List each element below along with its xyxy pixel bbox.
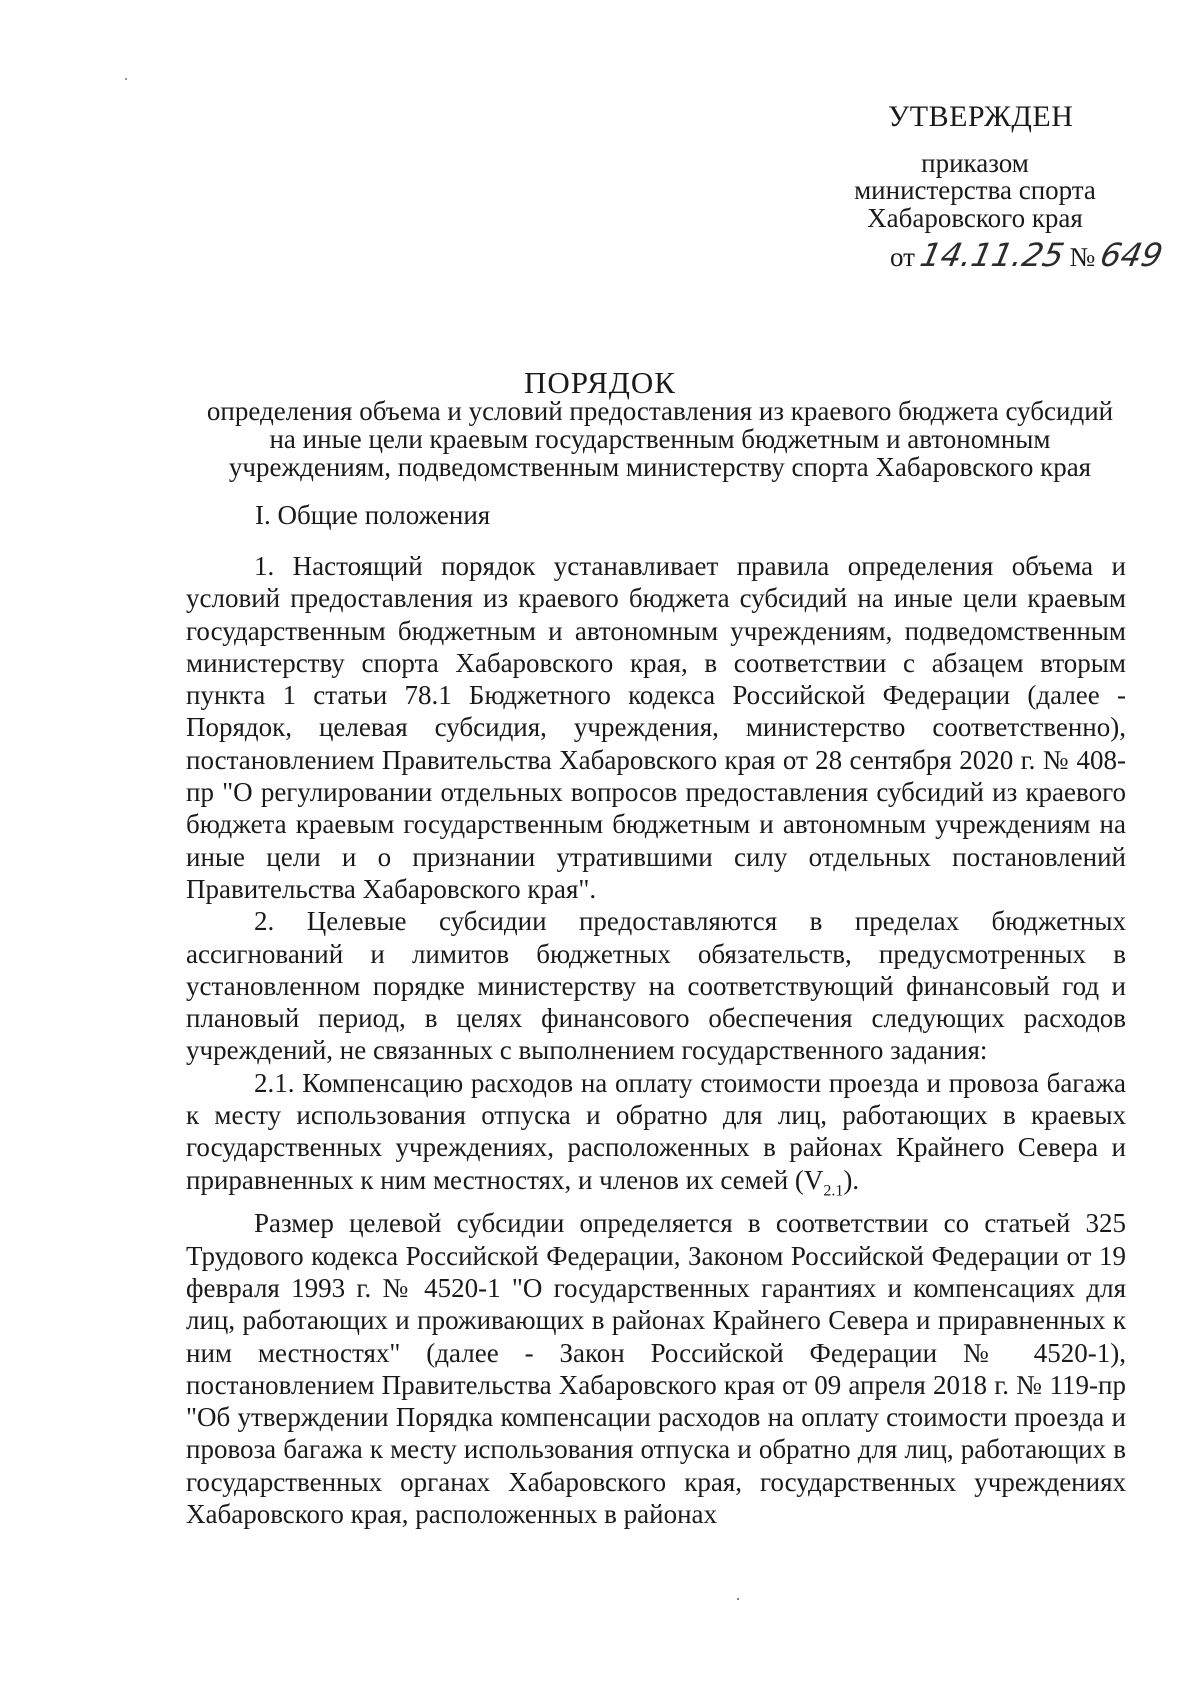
paragraph-2: 2. Целевые субсидии предоставляются в пределах бюджетных ассигнований и лимитов бюджетных обязательств, предусмотренных в установленном порядке министерству на соответствующий финансовый год и плановый период, в целях финансового обеспечения следующих расходов учреждений, не связанных с выполнением государственного задания: — [186, 906, 1126, 1066]
approval-line-order: приказом — [921, 148, 1029, 178]
approval-date-line — [890, 236, 1167, 274]
paragraph-2-1-end: ). — [843, 1164, 860, 1195]
paragraph-2-1-text: 2.1. Компенсацию расходов на оплату стоимости проезда и провоза багажа к месту использования отпуска и обратно для лиц, работающих в краевых государственных учреждениях, расположенных в районах Крайнего Севера и приравненных к ним местностях, и членов их семей (V — [186, 1067, 1126, 1195]
paragraph-size: Размер целевой субсидии определяется в соответствии со статьей 325 Трудового кодекса Российской Федерации, Законом Российской Федерации от 19 февраля 1993 г. № 4520-1 "О государственных гарантиях и компенсациях для лиц, работающих и проживающих в районах Крайнего Севера и приравненных к ним местностях" (далее - Закон Российской Федерации № 4520-1), постановлением Правительства Хабаровского края от 09 апреля 2018 г. № 119-пр "Об утверждении Порядка компенсации расходов на оплату стоимости проезда и провоза багажа к месту использования отпуска и обратно для лиц, работающих в государственных органах Хабаровского края, государственных учреждениях Хабаровского края, расположенных в районах — [186, 1208, 1126, 1529]
paragraph-2-1-subscript: 2.1 — [823, 1182, 844, 1200]
paragraph-1: 1. Настоящий порядок устанавливает правила определения объема и условий предоставления из краевого бюджета субсидий на иные цели краевым государственным бюджетным и автономным учреждениям, подведомственным министерству спорта Хабаровского края, в соответствии с абзацем вторым пункта 1 статьи 78.1 Бюджетного кодекса Российской Федерации (далее - Порядок, целевая субсидия, учреждения, министерство соответственно), постановлением Правительства Хабаровского края от 28 сентября 2020 г. № 408-пр "О регулировании отдельных вопросов предоставления субсидий из краевого бюджета краевым государственным бюджетным и автономным учреждениям на иные цели и о признании утратившими силу отдельных постановлений Правительства Хабаровского края". — [186, 551, 1126, 904]
document-title: ПОРЯДОК — [524, 365, 676, 400]
scan-speck — [125, 78, 127, 80]
approval-line-ministry: министерства спорта — [854, 175, 1096, 205]
handwritten-date: 14.11.25 — [916, 236, 1068, 274]
document-subtitle: определения объема и условий предоставления из краевого бюджета субсидий на иные цели краевым государственным бюджетным и автономным учреждениям, подведомственным министерству спорта Хабаровского края — [206, 396, 1114, 482]
document-body — [186, 550, 1126, 1530]
approval-line-region: Хабаровского края — [867, 203, 1083, 233]
date-prefix: от — [890, 242, 915, 272]
approval-title: УТВЕРЖДЕН — [888, 100, 1074, 133]
paragraph-2-1 — [186, 1067, 1126, 1208]
scan-speck — [737, 1598, 739, 1600]
handwritten-number: 649 — [1097, 236, 1167, 274]
section-heading: I. Общие положения — [255, 500, 491, 530]
number-sign: № — [1069, 242, 1096, 272]
